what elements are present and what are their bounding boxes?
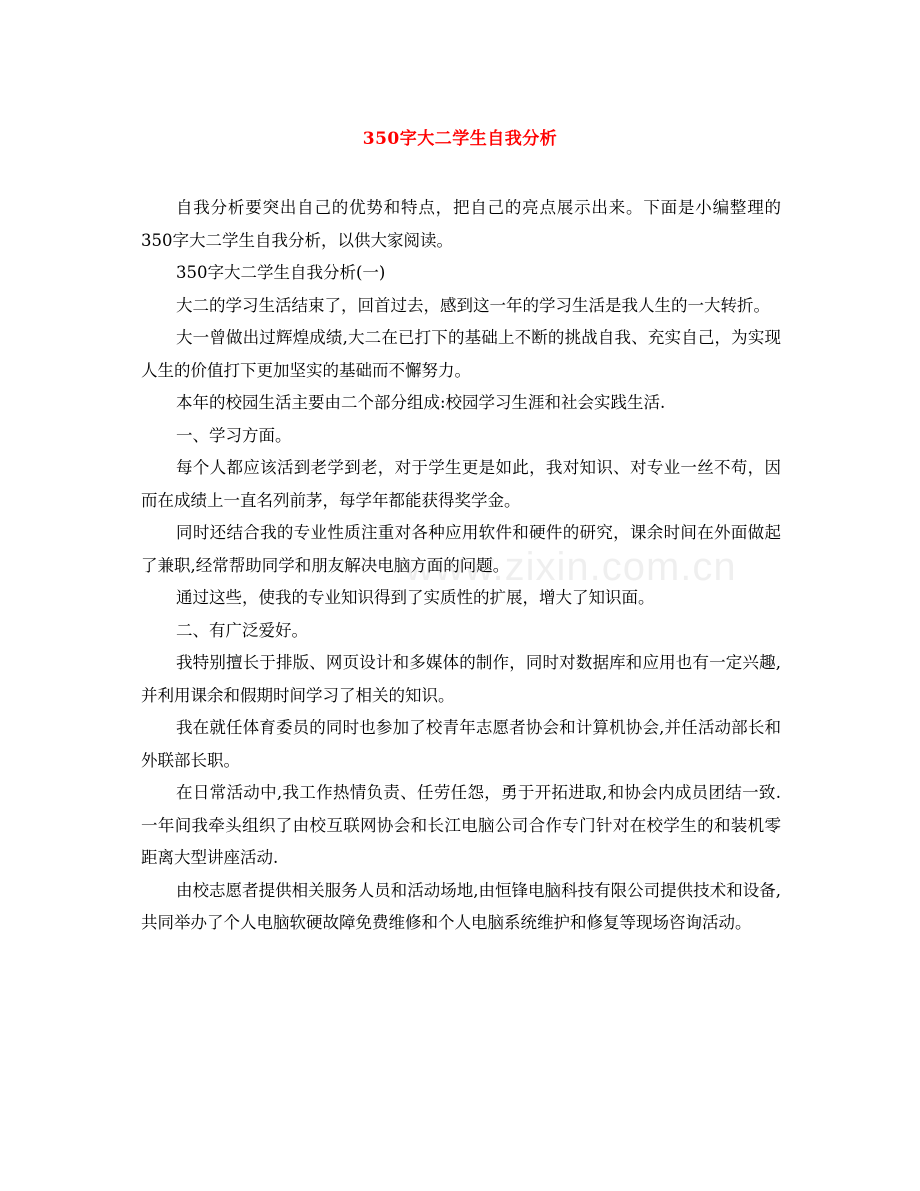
paragraph: 通过这些，使我的专业知识得到了实质性的扩展，增大了知识面。 — [176, 588, 655, 607]
paragraph: 大二的学习生活结束了，回首过去，感到这一年的学习生活是我人生的一大转折。 — [176, 295, 770, 315]
document-body — [141, 192, 781, 940]
paragraph-subheading: 二、有广泛爱好。 — [176, 620, 308, 640]
watermark: www.zixin.com.cn — [405, 545, 737, 589]
paragraph: 同时还结合我的专业性质注重对各种应用软件和硬件的研究，课余时间在外面做起了兼职,经常帮助同学和朋友解决电脑方面的问题。 — [141, 523, 781, 575]
paragraph: 本年的校园生活主要由二个部分组成:校园学习生涯和社会实践生活. — [176, 393, 666, 412]
paragraph: 在日常活动中,我工作热情负责、任劳任怨，勇于开拓进取,和协会内成员团结一致.一年间我牵头组织了由校互联网协会和长江电脑公司合作专门针对在校学生的和装机零距离大型讲座活动. — [141, 783, 781, 867]
paragraph: 我在就任体育委员的同时也参加了校青年志愿者协会和计算机协会,并任活动部长和外联部长职。 — [141, 718, 781, 770]
paragraph-intro: 自我分析要突出自己的优势和特点，把自己的亮点展示出来。下面是小编整理的350字大二学生自我分析，以供大家阅读。 — [141, 198, 781, 250]
document-title: 350字大二学生自我分析 — [362, 129, 558, 149]
paragraph: 大一曾做出过辉煌成绩,大二在已打下的基础上不断的挑战自我、充实自己，为实现人生的价值打下更加坚实的基础而不懈努力。 — [141, 328, 781, 380]
paragraph: 我特别擅长于排版、网页设计和多媒体的制作，同时对数据库和应用也有一定兴趣,并利用课余和假期时间学习了相关的知识。 — [141, 653, 781, 705]
paragraph: 每个人都应该活到老学到老，对于学生更是如此，我对知识、对专业一丝不苟，因而在成绩上一直名列前茅，每学年都能获得奖学金。 — [141, 458, 781, 510]
paragraph-section-heading: 350字大二学生自我分析(一) — [176, 263, 386, 282]
paragraph: 由校志愿者提供相关服务人员和活动场地,由恒锋电脑科技有限公司提供技术和设备,共同举办了个人电脑软硬故障免费维修和个人电脑系统维护和修复等现场咨询活动。 — [141, 880, 781, 932]
paragraph-subheading: 一、学习方面。 — [176, 425, 292, 445]
